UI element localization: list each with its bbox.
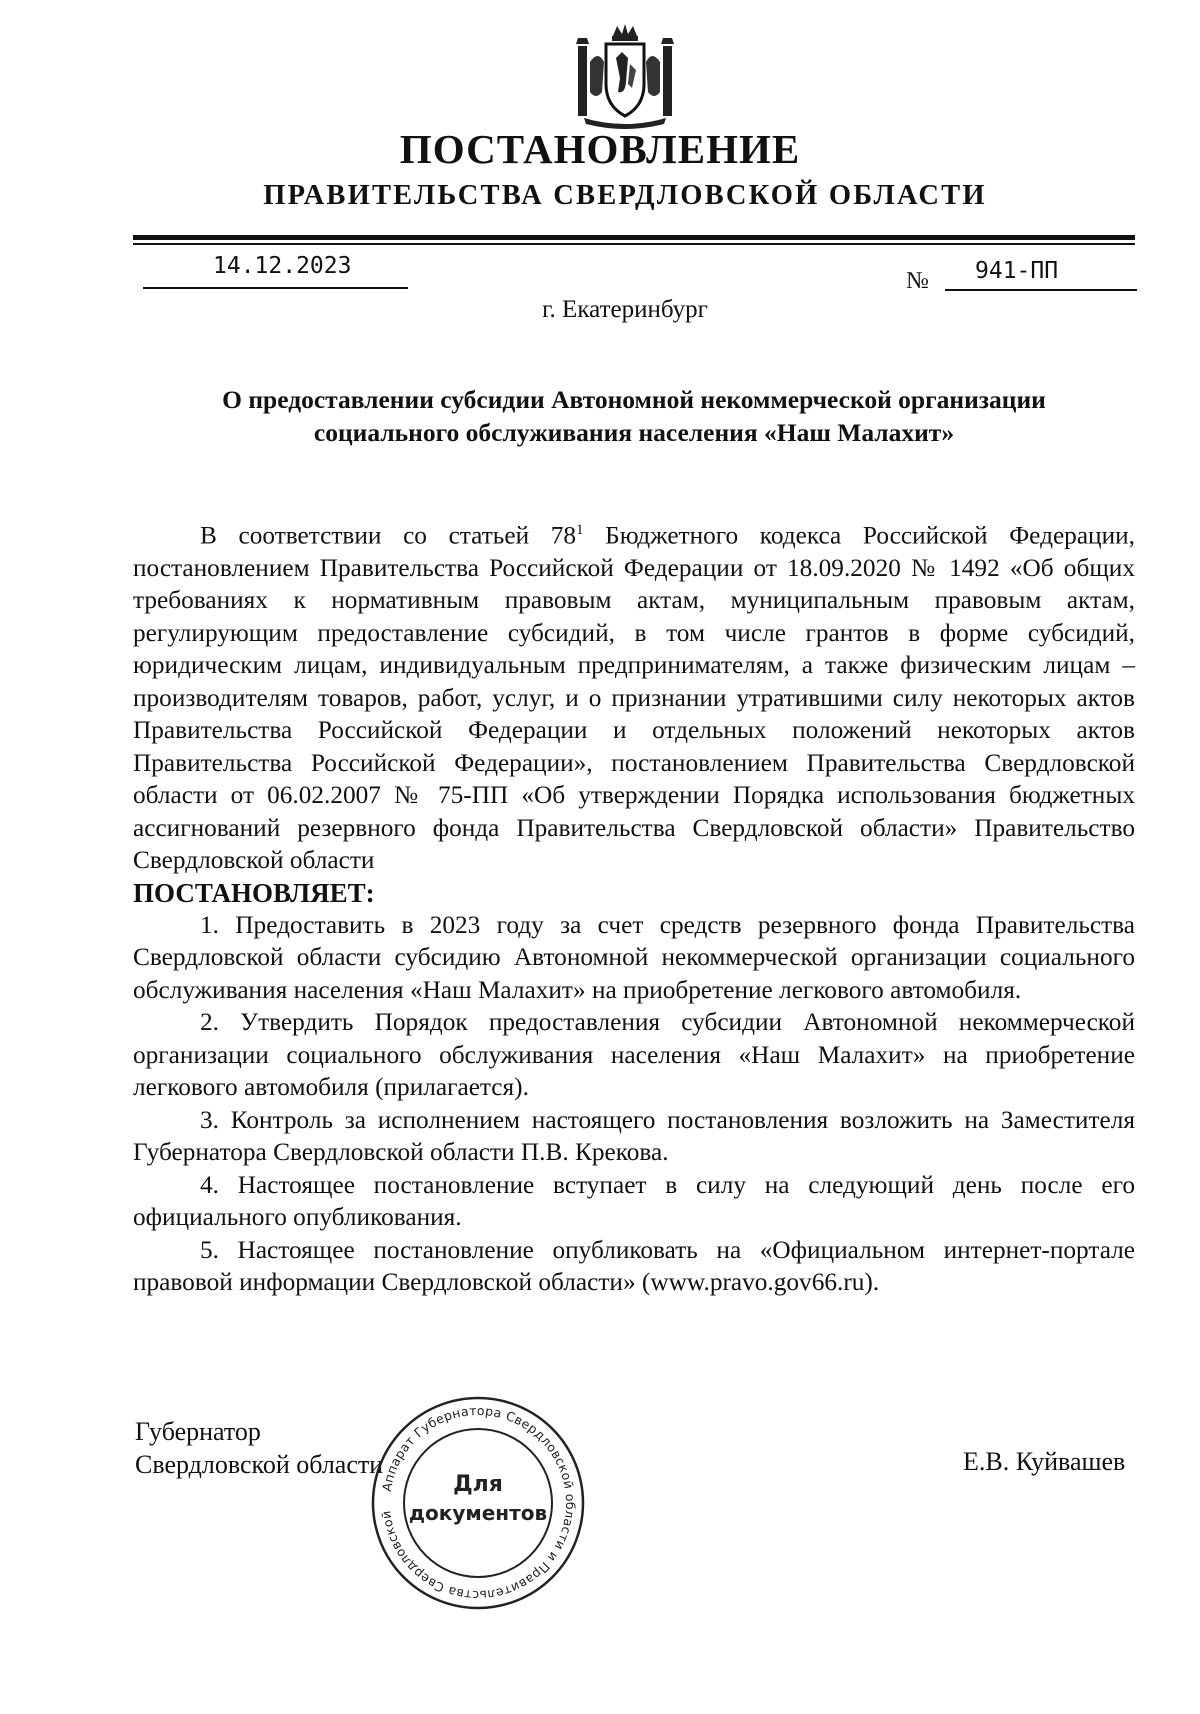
header-divider-thin (133, 243, 1135, 245)
document-title: ПОСТАНОВЛЕНИЕ (399, 126, 801, 172)
signatory-name: Е.В. Куйвашев (963, 1447, 1126, 1476)
document-number: 941-ПП (975, 258, 1059, 284)
signatory-position-line-2: Свердловской области (135, 1450, 384, 1479)
number-label: № (906, 268, 929, 294)
number-underline (945, 289, 1137, 291)
seal-center-line-1: Для (453, 1472, 503, 1497)
document-city: г. Екатеринбург (542, 296, 708, 323)
decree-item-3: 3. Контроль за исполнением настоящего постановления возложить на Заместителя Губернатора Свердловской области П.В. Крекова. (133, 1105, 1135, 1167)
coat-of-arms-icon (570, 22, 680, 132)
decree-item-4: 4. Настоящее постановление вступает в силу на следующий день после его официального опубликования. (133, 1170, 1135, 1232)
document-body (133, 514, 1135, 1299)
decree-item-2: 2. Утвердить Порядок предоставления субсидии Автономной некоммерческой организации социального обслуживания населения «Наш Малахит» на приобретение легкового автомобиля (прилагается). (133, 1008, 1135, 1102)
document-issuer: ПРАВИТЕЛЬСТВА СВЕРДЛОВСКОЙ ОБЛАСТИ (263, 180, 987, 211)
header-divider-thick (133, 235, 1135, 240)
official-seal-stamp (368, 1393, 588, 1613)
svg-text:Аппарат Губернатора Свердловск: Аппарат Губернатора Свердловской области и Правительства Свердловской (378, 1402, 579, 1604)
subject-line-2: социального обслуживания населения «Наш Малахит» (313, 418, 955, 447)
signatory-position (135, 1415, 383, 1481)
decree-item-5: 5. Настоящее постановление опубликовать на «Официальном интернет-портале правовой информации Свердловской области» (www.pravo.gov66.ru). (133, 1235, 1135, 1297)
document-subject (133, 383, 1135, 449)
preamble-paragraph (133, 514, 1135, 877)
decree-item-1: 1. Предоставить в 2023 году за счет средств резервного фонда Правительства Свердловской области субсидию Автономной некоммерческой организации социального обслуживания населения «Наш Малахит» на приобретение легкового автомобиля. (133, 910, 1135, 1004)
subject-line-1: О предоставлении субсидии Автономной некоммерческой организации (222, 385, 1046, 414)
preamble-text-start: В соответствии со статьей 78 (200, 521, 577, 550)
document-date: 14.12.2023 (213, 253, 352, 279)
decree-word: ПОСТАНОВЛЯЕТ: (133, 877, 375, 908)
article-superscript: 1 (576, 522, 584, 538)
seal-center-line-2: документов (408, 1501, 548, 1525)
date-underline (143, 287, 408, 289)
preamble-text-rest: Бюджетного кодекса Российской Федерации, постановлением Правительства Российской Федерации от 18.09.2020 № 1492 «Об общих требованиях к нормативным правовым актам, муниципальным правовым актам, регулирующим предоставление субсидий, в том числе грантов в форме субсидий, юридическим лицам, индивидуальным предпринимателям, а также физическим лицам – производителям товаров, работ, услуг, и о признании утратившими силу некоторых актов Правительства Российской Федерации и отдельных положений некоторых актов Правительства Российской Федерации», постановлением Правительства Свердловской области от 06.02.2007 № 75-ПП «Об утверждении Порядка использования бюджетных ассигнований резервного фонда Правительства Свердловской области» Правительство Свердловской области (133, 521, 1135, 875)
signatory-position-line-1: Губернатор (135, 1417, 261, 1446)
